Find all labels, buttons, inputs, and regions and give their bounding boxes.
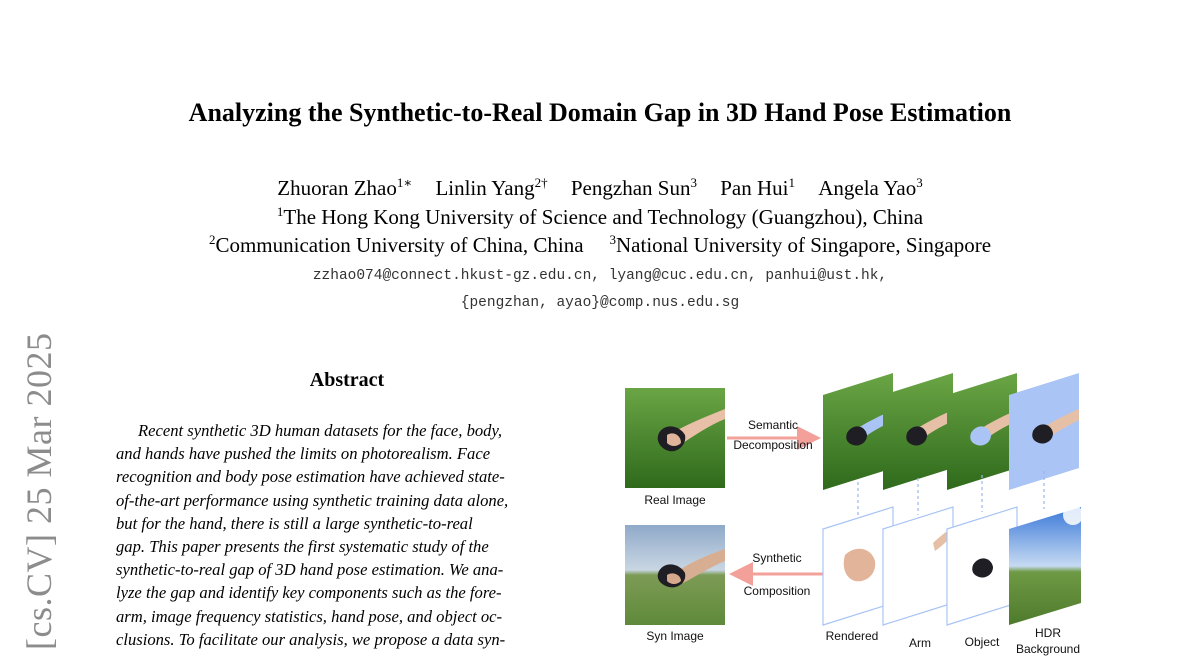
email-line-1: zzhao074@connect.hkust-gz.edu.cn, lyang@cuc.edu.cn, panhui@ust.hk,: [312, 268, 888, 284]
object-panel: [947, 507, 1017, 625]
affiliation-1: $^1$The Hong Kong University of Science and Technology (Guangzhou), China: [276, 204, 924, 229]
abstract-line: and hands have pushed the limits on photorealism. Face: [116, 444, 491, 464]
abstract-line: lyze the gap and identify key components such as the fore-: [116, 583, 502, 603]
real-image-label: Real Image: [644, 493, 706, 507]
syn-image-label: Syn Image: [646, 629, 704, 643]
author: Pan Hui$^1$: [720, 175, 795, 200]
author-list: [0, 176, 1200, 201]
paper-title: Analyzing the Synthetic-to-Real Domain Gap in 3D Hand Pose Estimation: [188, 98, 1012, 127]
decomposed-panel-3: [947, 373, 1017, 490]
abstract-line: arm, image frequency statistics, hand pose, and object oc-: [116, 606, 503, 626]
author: Pengzhan Sun$^3$: [570, 175, 697, 200]
author: Linlin Yang$^{2\dagger}$: [435, 175, 548, 200]
arm-label: Arm: [909, 636, 931, 650]
abstract-body: [116, 419, 578, 651]
abstract-line: synthetic-to-real gap of 3D hand pose estimation. We ana-: [116, 560, 504, 580]
semantic-decomposition-label: Semantic Decomposition: [733, 418, 813, 452]
abstract-line: clusions. To facilitate our analysis, we propose a data syn-: [116, 629, 506, 649]
abstract-line: Recent synthetic 3D human datasets for the face, body,: [138, 421, 503, 440]
abstract-line: but for the hand, there is still a large synthetic-to-real: [116, 513, 473, 533]
email-line-2: {pengzhan, ayao}@comp.nus.edu.sg: [460, 295, 740, 311]
hdr-background-panel: [1009, 505, 1083, 625]
syn-image: [625, 525, 725, 625]
author: Zhuoran Zhao$^{1∗}$: [277, 175, 413, 200]
abstract-line: of-the-art performance using synthetic training data alone,: [116, 490, 509, 510]
affiliation-2-3: $^2$Communication University of China, China $^3$National University of Singapore, Singapore: [208, 232, 992, 257]
rendered-label: Rendered: [825, 629, 879, 643]
real-image: [625, 388, 725, 488]
object-label: Object: [964, 635, 1000, 649]
hdr-label: HDR: [1035, 626, 1061, 640]
abstract-heading: Abstract: [309, 369, 385, 391]
background-label: Background: [1015, 642, 1081, 656]
arxiv-identifier: [cs.CV] 25 Mar 2025: [19, 332, 59, 650]
decomposed-panel-1: [823, 373, 893, 490]
author: Angela Yao$^3$: [818, 175, 923, 200]
teaser-figure: [615, 365, 1095, 656]
decomposed-panel-2: [883, 373, 953, 490]
synthetic-composition-label: Synthetic Composition: [743, 551, 811, 598]
arxiv-side-label: [18, 300, 78, 650]
abstract-line: gap. This paper presents the first systematic study of the: [116, 537, 489, 557]
abstract-line: recognition and body pose estimation have achieved state-: [116, 467, 505, 487]
